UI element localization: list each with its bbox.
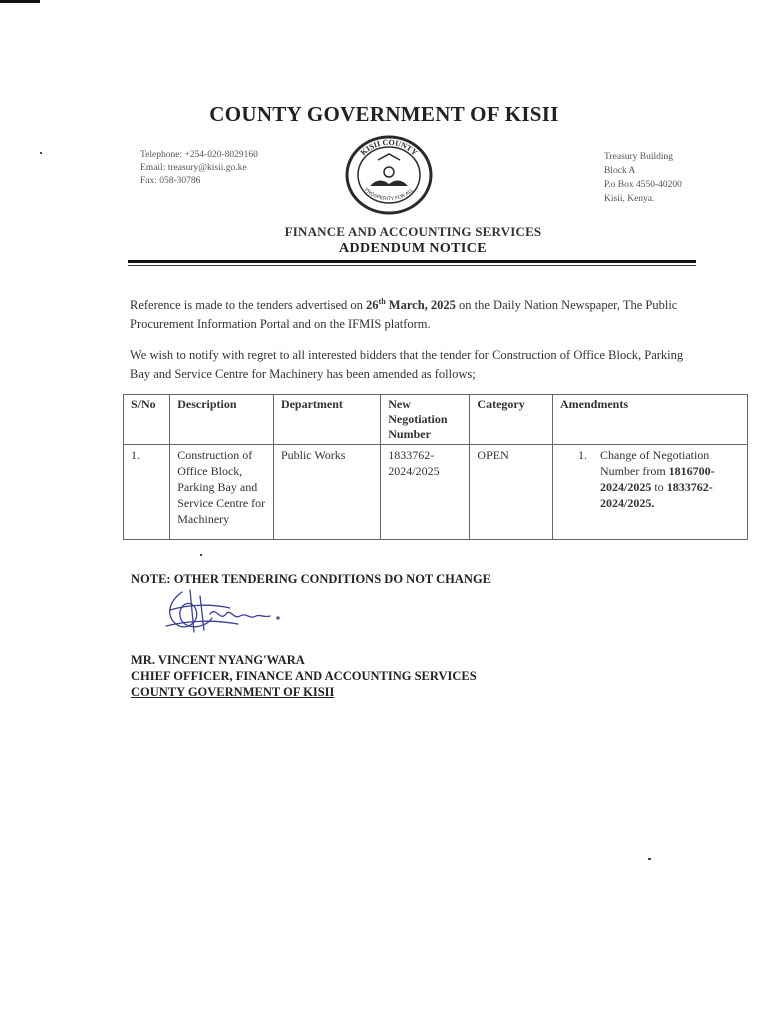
advert-date: 26th March, 2025 — [366, 296, 456, 312]
cell-amendment — [553, 445, 748, 540]
scan-speck — [40, 152, 42, 154]
signatory-block — [131, 652, 477, 700]
signature-icon — [160, 586, 300, 638]
reference-paragraph: Reference is made to the tenders advertised on 26th March, 2025 on the Daily Nation Newspaper, The Public Procurement Information Portal and on the IFMIS platform. — [130, 296, 678, 331]
org-title: COUNTY GOVERNMENT OF KISII — [209, 102, 559, 126]
signatory-title: CHIEF OFFICER, FINANCE AND ACCOUNTING SERVICES — [131, 669, 477, 683]
address-line-1: Treasury Building — [604, 152, 674, 162]
notification-paragraph: We wish to notify with regret to all interested bidders that the tender for Construction of Office Block, Parking Bay and Service Centre for Machinery has been amended as follows; — [130, 348, 684, 381]
telephone: Telephone: +254-020-8029160 — [140, 150, 258, 160]
amendment-number: 1. — [578, 448, 587, 462]
address-line-3: P.o Box 4550-40200 — [604, 180, 682, 190]
header-category: Category — [470, 395, 553, 445]
cell-negotiation: 1833762-2024/2025 — [381, 445, 470, 540]
header-sno: S/No — [124, 395, 170, 445]
amendment-text: Change of Negotiation Number from 1816700-2024/2025 to 1833762-2024/2025. — [600, 448, 715, 510]
table-row — [124, 445, 748, 540]
header-negotiation: New Negotiation Number — [381, 395, 470, 445]
email: Email: treasury@kisii.go.ke — [140, 163, 247, 173]
cell-description: Construction of Office Block, Parking Bay and Service Centre for Machinery — [170, 445, 274, 540]
header-description: Description — [170, 395, 274, 445]
signatory-org: COUNTY GOVERNMENT OF KISII — [131, 685, 335, 699]
header-department: Department — [273, 395, 380, 445]
header-amendments: Amendments — [553, 395, 748, 445]
county-seal-icon — [344, 134, 434, 216]
new-negotiation-number: 1833762-2024/2025. — [600, 480, 713, 510]
scan-edge-mark — [0, 0, 40, 3]
cell-sno: 1. — [124, 445, 170, 540]
contact-right — [604, 150, 682, 206]
seal-bottom-text: PROSPERITY FOR ALL — [363, 187, 415, 203]
scan-speck — [648, 858, 651, 860]
signatory-name: MR. VINCENT NYANG'WARA — [131, 653, 305, 667]
note-text: NOTE: OTHER TENDERING CONDITIONS DO NOT CHANGE — [131, 572, 492, 586]
notice-title: ADDENDUM NOTICE — [339, 241, 487, 256]
department-title: FINANCE AND ACCOUNTING SERVICES — [284, 224, 542, 239]
table-header-row — [124, 395, 748, 445]
header-rule-thin — [128, 265, 696, 266]
amendment-table — [123, 394, 748, 540]
cell-category: OPEN — [470, 445, 553, 540]
address-line-4: Kisii, Kenya. — [604, 194, 655, 204]
scan-speck — [200, 554, 202, 556]
seal-top-text: KISII COUNTY — [358, 137, 420, 158]
address-line-2: Block A — [604, 166, 636, 176]
contact-left — [140, 149, 258, 188]
fax: Fax: 058-30786 — [140, 176, 201, 186]
svg-text:PROSPERITY FOR ALL — [363, 187, 415, 202]
cell-department: Public Works — [273, 445, 380, 540]
old-negotiation-number: 1816700-2024/2025 — [600, 464, 715, 494]
header-rule-thick — [128, 260, 696, 263]
